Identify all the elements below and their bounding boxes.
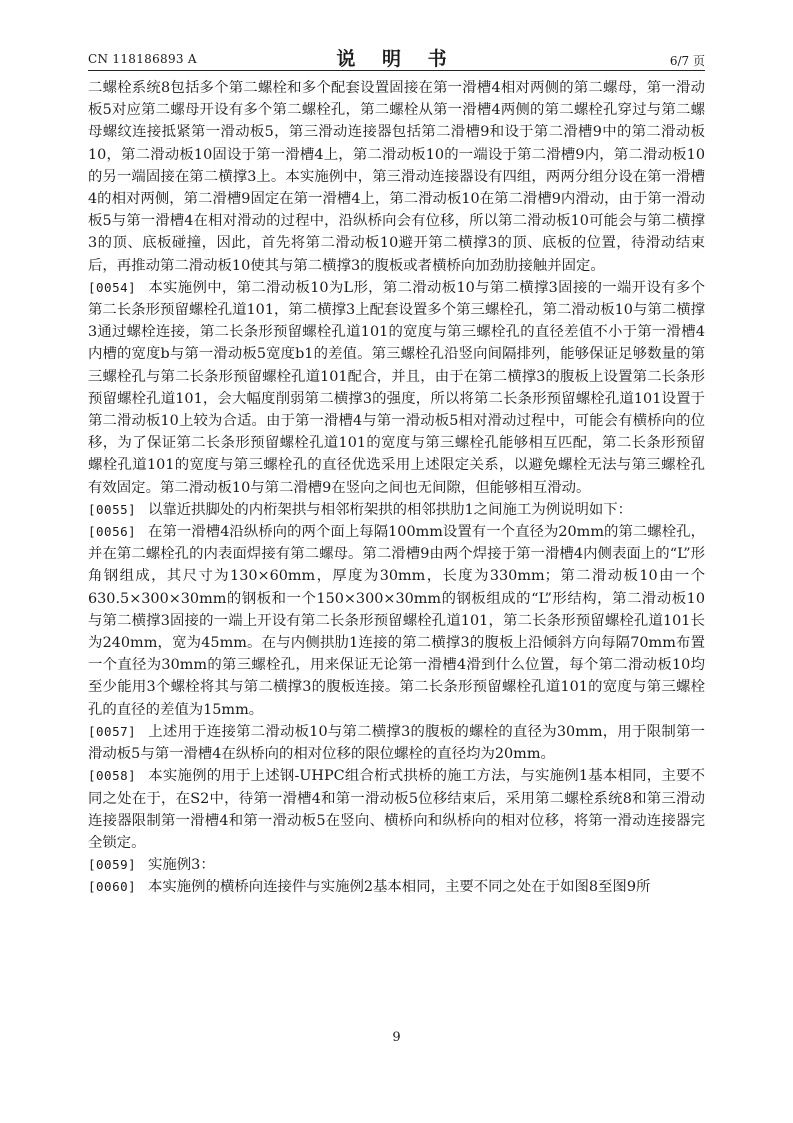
patent-number: CN 118186893 A — [88, 52, 197, 66]
paragraph-number: [0057] — [88, 723, 137, 739]
document-title: 说 明 书 — [336, 48, 457, 70]
page-indicator: 6/7 页 — [669, 54, 705, 68]
paragraph-0059 — [88, 854, 705, 876]
paragraph-text: 在第一滑槽4沿纵桥向的两个面上每隔100mm设置有一个直径为20mm的第二螺栓孔，并在第二螺栓孔的内表面焊接有第二螺母。第二滑槽9由两个焊接于第一滑槽4内侧表面上的“L”形角钢组成，其尺寸为130×60mm，厚度为30mm，长度为330mm；第二滑动板10由一个630.5×300×30mm的钢板和一个150×300×30mm的钢板组成的“L”形结构，第二滑动板10与第二横撑3固接的一端上开设有第二长条形预留螺栓孔道101，第二长条形预留螺栓孔道101长为240mm，宽为45mm。在与内侧拱肋1连接的第二横撑3的腹板上沿倾斜方向每隔70mm布置一个直径为30mm的第三螺栓孔，用来保证无论第一滑槽4滑到什么位置，每个第二滑动板10均至少能用3个螺栓将其与第二横撑3的腹板连接。第二长条形预留螺栓孔道101的宽度与第三螺栓孔的直径的差值为15mm。 — [88, 524, 705, 718]
paragraph-text: 本实施例中，第二滑动板10为L形，第二滑动板10与第二横撑3固接的一端开设有多个第二长条形预留螺栓孔道101，第二横撑3上配套设置多个第三螺栓孔，第二滑动板10与第二横撑3通过螺栓连接，第二长条形预留螺栓孔道101的宽度与第三螺栓孔的直径差值不小于第一滑槽4内槽的宽度b与第一滑动板5宽度b1的差值。第三螺栓孔沿竖向间隔排列，能够保证足够数量的第三螺栓孔与第二长条形预留螺栓孔道101配合，并且，由于在第二横撑3的腹板上设置第二长条形预留螺栓孔道101，会大幅度削弱第二横撑3的强度，所以将第二长条形预留螺栓孔道101设置于第二滑动板10上较为合适。由于第一滑槽4与第一滑动板5相对滑动过程中，可能会有横桥向的位移，为了保证第二长条形预留螺栓孔道101的宽度与第三螺栓孔能够相互匹配，第二长条形预留螺栓孔道101的宽度与第三螺栓孔的直径优选采用上述限定关系，以避免螺栓无法与第三螺栓孔有效固定。第二滑动板10与第二滑槽9在竖向之间也无间隙，但能够相互滑动。 — [88, 279, 706, 496]
paragraph-text: 本实施例的用于上述钢-UHPC组合桁式拱桥的施工方法，与实施例1基本相同，主要不同之处在于，在S2中，待第一滑槽4和第一滑动板5位移结束后，采用第二螺栓系统8和第三滑动连接器限制第一滑槽4和第一滑动板5在竖向、横桥向和纵桥向的相对位移，将第一滑动连接器完全锁定。 — [88, 768, 705, 851]
document-body — [88, 77, 705, 899]
paragraph-number: [0056] — [88, 524, 137, 540]
paragraph-0054 — [88, 277, 705, 499]
paragraph-text: 以靠近拱脚处的内桁架拱与相邻桁架拱的相邻拱肋1之间施工为例说明如下： — [148, 501, 633, 518]
paragraph-0057 — [88, 721, 705, 765]
paragraph-number: [0059] — [88, 857, 137, 873]
page-header — [88, 44, 705, 71]
paragraph-number: [0055] — [88, 501, 137, 517]
paragraph-text: 实施例3： — [148, 857, 215, 874]
page-number: 9 — [392, 1030, 401, 1045]
paragraph-0058 — [88, 765, 705, 854]
paragraph-text: 上述用于连接第二滑动板10与第二横撑3的腹板的螺栓的直径为30mm，用于限制第一滑动板5与第一滑槽4在纵桥向的相对位移的限位螺栓的直径均为20mm。 — [88, 723, 705, 763]
paragraph-number: [0060] — [88, 879, 137, 895]
paragraph-0060 — [88, 876, 705, 898]
paragraph-number: [0054] — [88, 279, 137, 295]
paragraph-0055 — [88, 499, 705, 521]
paragraph-text: 二螺栓系统8包括多个第二螺栓和多个配套设置固接在第一滑槽4相对两侧的第二螺母，第一滑动板5对应第二螺母开设有多个第二螺栓孔，第二螺栓从第一滑槽4两侧的第二螺栓孔穿过与第二螺母螺纹连接抵紧第一滑动板5，第三滑动连接器包括第二滑槽9和设于第二滑槽9中的第二滑动板10，第二滑动板10固设于第一滑槽4上，第二滑动板10的一端设于第二滑槽9内，第二滑动板10的另一端固接在第二横撑3上。本实施例中，第三滑动连接器设有四组，两两分组分设在第一滑槽4的相对两侧，第二滑槽9固定在第一滑槽4上，第二滑动板10在第二滑槽9内滑动，由于第一滑动板5与第一滑槽4在相对滑动的过程中，沿纵桥向会有位移，所以第二滑动板10可能会与第二横撑3的顶、底板碰撞，因此，首先将第二滑动板10避开第二横撑3的顶、底板的位置，待滑动结束后，再推动第二滑动板10使其与第二横撑3的腹板或者横桥向加劲肋接触并固定。 — [88, 80, 706, 274]
paragraph-number: [0058] — [88, 768, 137, 784]
paragraph-0056 — [88, 521, 705, 721]
paragraph-continued — [88, 77, 705, 277]
paragraph-text: 本实施例的横桥向连接件与实施例2基本相同，主要不同之处在于如图8至图9所 — [148, 879, 651, 896]
page-footer — [0, 1030, 793, 1045]
